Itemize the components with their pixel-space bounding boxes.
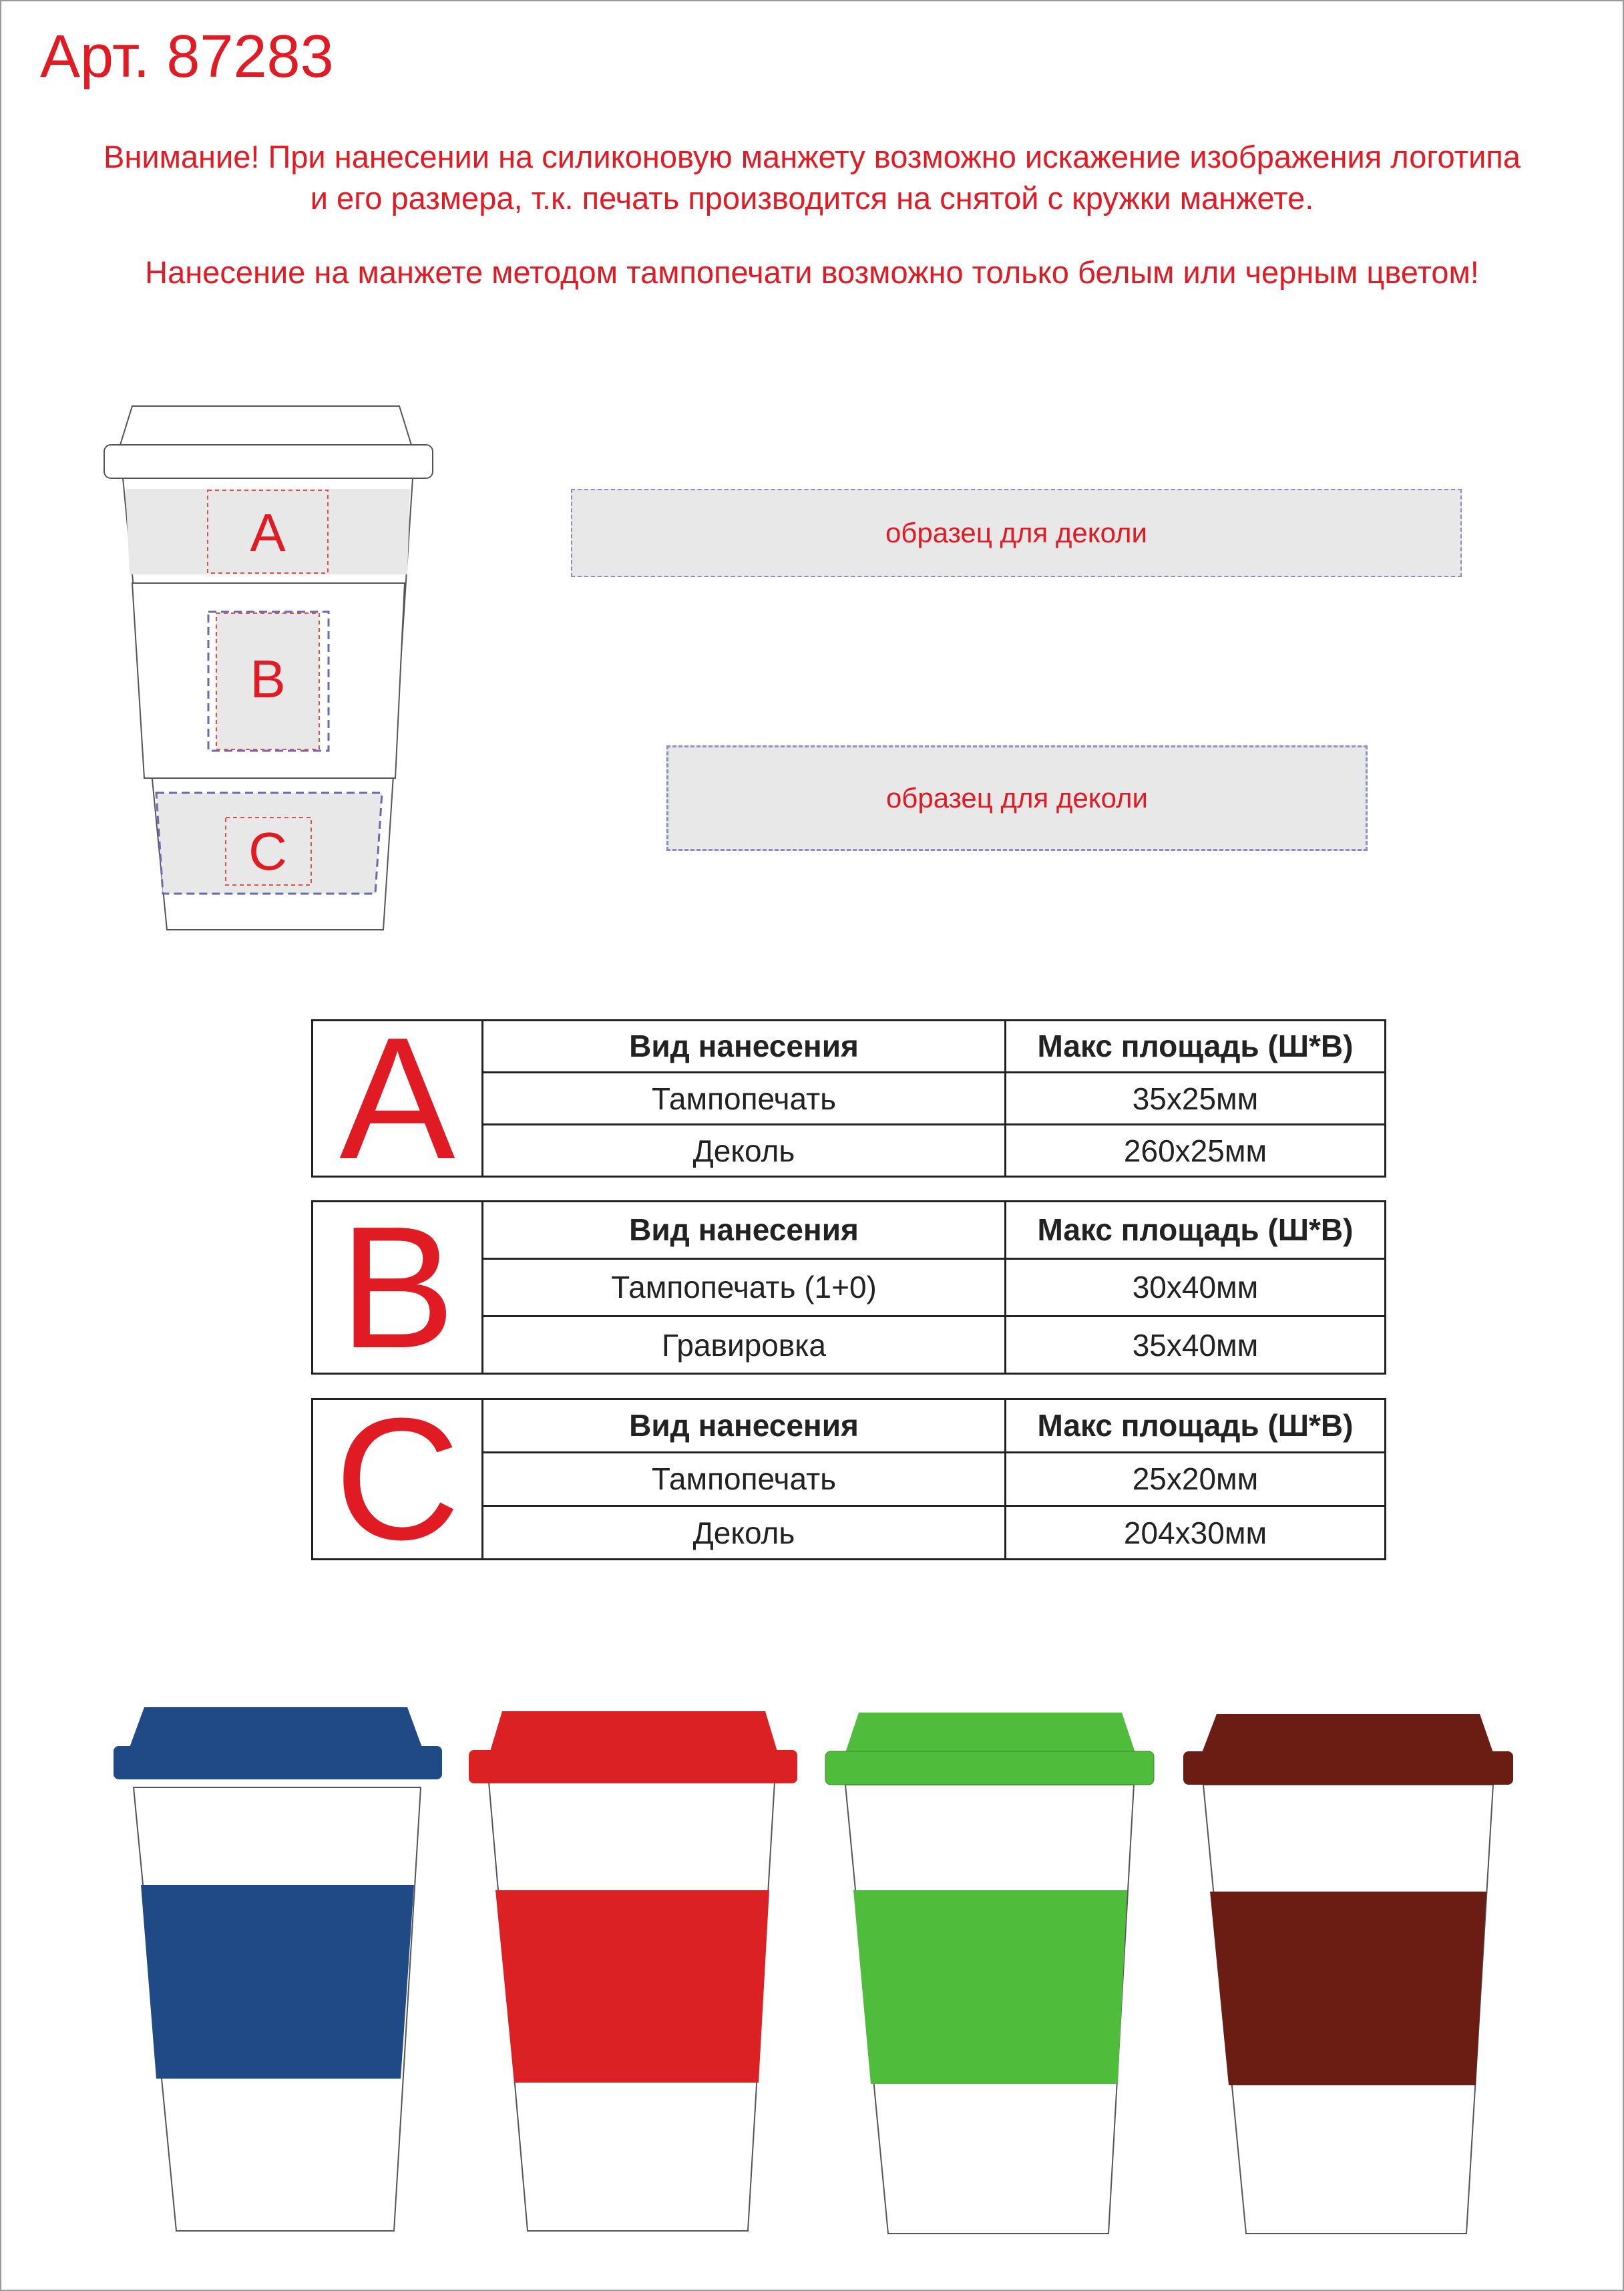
table-row bbox=[483, 1258, 1384, 1316]
cup-variant-green bbox=[825, 1713, 1154, 2234]
table-row bbox=[483, 1125, 1384, 1176]
warning-line-2: и его размера, т.к. печать производится на снятой с кружки манжете. bbox=[310, 180, 1314, 216]
cell-area: 35x40мм bbox=[1132, 1327, 1259, 1363]
cell-method: Деколь bbox=[483, 1125, 1006, 1176]
table-zone-b bbox=[311, 1190, 1386, 1385]
cell-method: Тампопечать bbox=[483, 1452, 1006, 1506]
decal-sample-c-label: образец для деколи bbox=[885, 782, 1149, 814]
table-row bbox=[483, 1506, 1384, 1558]
cell-area: 35x25мм bbox=[1006, 1072, 1385, 1124]
decal-sample-a-label: образец для деколи bbox=[885, 517, 1148, 548]
table-header-row bbox=[483, 1021, 1384, 1072]
zone-b-label: B bbox=[250, 649, 286, 709]
table-row bbox=[483, 1452, 1384, 1506]
table-b-grid bbox=[483, 1202, 1384, 1373]
zone-c-label: C bbox=[248, 822, 287, 881]
article-number: Арт. 87283 bbox=[40, 23, 334, 90]
pad-print-note: Нанесение на манжете методом тампопечати возможно только белым или черным цветом! bbox=[145, 254, 1479, 290]
table-row bbox=[483, 1072, 1384, 1124]
cell-method: Тампопечать bbox=[483, 1072, 1006, 1124]
cell-method: Тампопечать (1+0) bbox=[483, 1258, 1006, 1316]
cell-area: 204x30мм bbox=[1123, 1515, 1267, 1550]
table-header-row bbox=[483, 1400, 1384, 1452]
cell-method: Гравировка bbox=[483, 1316, 1006, 1373]
table-a-letter: A bbox=[313, 1021, 483, 1176]
header-method: Вид нанесения bbox=[483, 1021, 1006, 1072]
decal-sample-c bbox=[666, 745, 1368, 851]
table-c-letter: C bbox=[313, 1400, 483, 1558]
zone-a-label: A bbox=[250, 503, 286, 562]
cell-method: Деколь bbox=[483, 1506, 1006, 1558]
table-b-letter: B bbox=[313, 1202, 483, 1373]
cell-area: 30x40мм bbox=[1006, 1258, 1385, 1316]
table-header-row bbox=[483, 1202, 1384, 1258]
warning-line-1: Внимание! При нанесении на силиконовую манжету возможно искажение изображения логотипа bbox=[104, 139, 1520, 174]
header-max-area: Макс площадь (Ш*В) bbox=[1006, 1400, 1385, 1452]
cell-area: 260x25мм bbox=[1123, 1133, 1267, 1168]
table-a-grid bbox=[483, 1021, 1384, 1176]
header-max-area: Макс площадь (Ш*В) bbox=[1006, 1021, 1385, 1072]
table-c-grid bbox=[483, 1400, 1384, 1558]
header-method: Вид нанесения bbox=[483, 1400, 1006, 1452]
header-max-area: Макс площадь (Ш*В) bbox=[1006, 1202, 1385, 1258]
table-zone-c bbox=[311, 1382, 1386, 1576]
decal-sample-a bbox=[571, 489, 1462, 577]
cup-variant-blue bbox=[114, 1707, 442, 2231]
header-method: Вид нанесения bbox=[483, 1202, 1006, 1258]
table-zone-a bbox=[311, 1001, 1386, 1196]
diagram-cup-lid bbox=[104, 406, 433, 478]
cell-area: 25x20мм bbox=[1006, 1452, 1385, 1506]
cup-variant-brown bbox=[1183, 1714, 1513, 2234]
cup-variant-red bbox=[469, 1711, 797, 2231]
table-row bbox=[483, 1316, 1384, 1373]
